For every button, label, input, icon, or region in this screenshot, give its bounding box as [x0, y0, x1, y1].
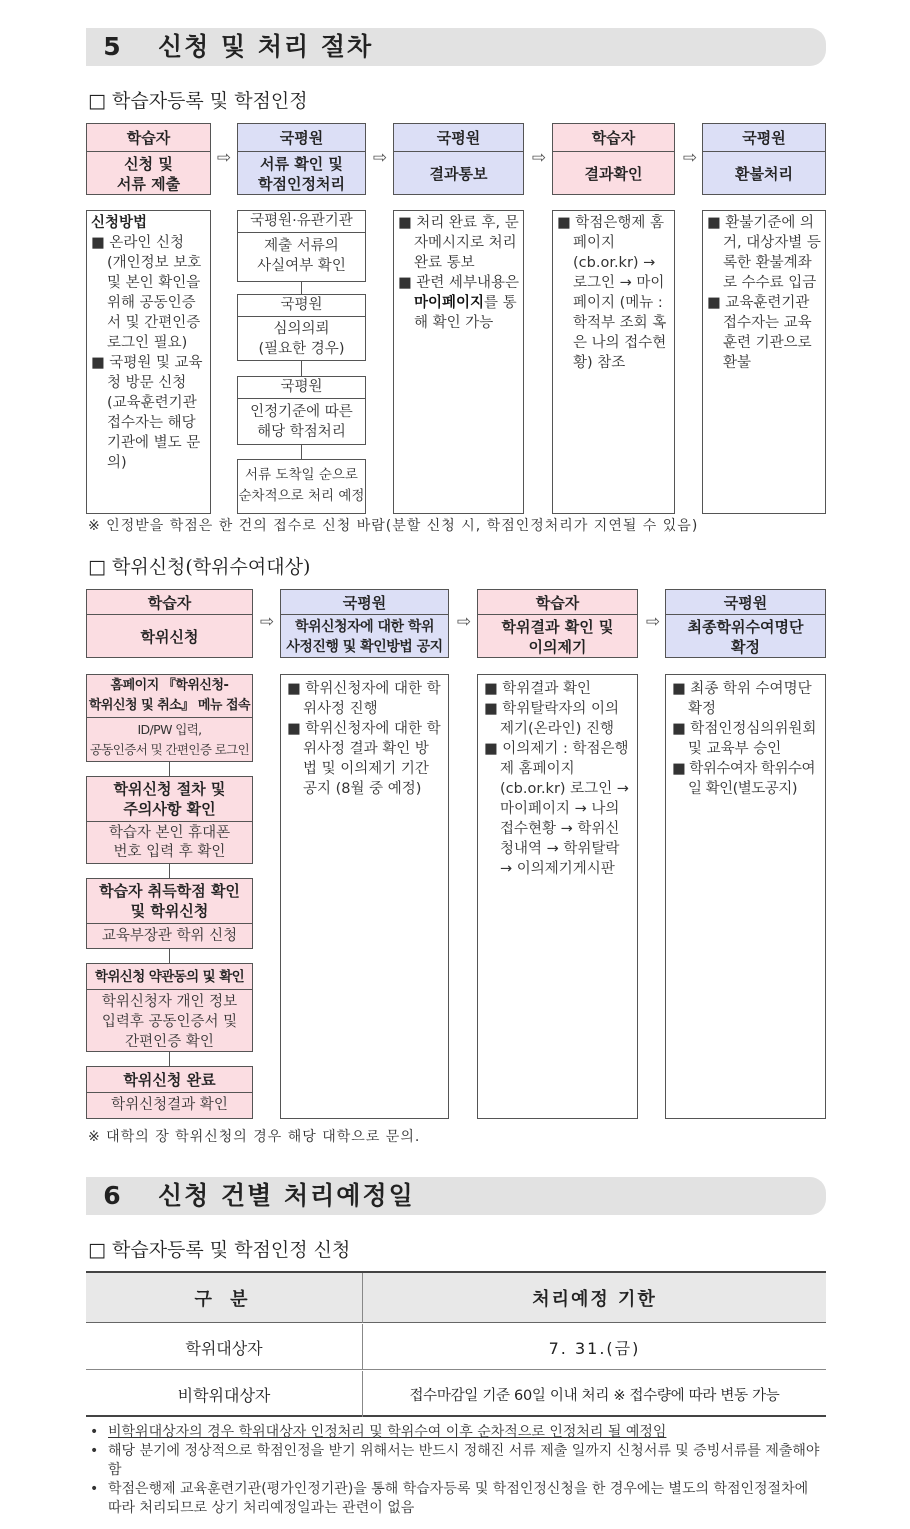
box-head: 국평원·유관기관 [238, 211, 365, 233]
step-actor: 국평원 [703, 124, 825, 152]
flow2-step-4 [665, 589, 826, 658]
mypage-emphasis: 마이페이지 [414, 295, 485, 311]
step-actor: 학습자 [478, 590, 637, 615]
box-body: 학위신청결과 확인 [111, 1097, 228, 1113]
flow1-step-1 [86, 123, 211, 195]
bullet: • [90, 1481, 99, 1497]
flow2-step-3 [477, 589, 638, 658]
section-5-number: 5 [103, 32, 121, 61]
step-task: 학위결과 확인 및 이의제기 [501, 617, 614, 656]
schedule-heading: □ 학습자등록 및 학점인정 신청 [88, 1239, 351, 1261]
list-item: ■ 학위신청자에 대한 학위사정 진행 [287, 681, 441, 717]
list-item: ■ 국평원 및 교육청 방문 신청 (교육훈련기관 접수자는 해당기관에 별도 문의) [91, 355, 203, 471]
step-task: 최종학위수여명단 확정 [687, 617, 804, 656]
box-body: 심의의뢰 (필요한 경우) [258, 321, 345, 357]
flow-arrow: ⇨ [372, 148, 388, 168]
col-header-due: 처리예정 기한 [532, 1289, 657, 1310]
method-title: 신청방법 [91, 215, 148, 231]
flow2-heading: □ 학위신청(학위수여대상) [88, 556, 311, 578]
step-actor: 학습자 [87, 590, 252, 615]
connector [169, 949, 170, 963]
note-text: 해당 분기에 정상적으로 학점인정을 받기 위해서는 반드시 정해진 서류 제출 일까지 신청서류 및 증빙서류를 제출해야 함 [108, 1443, 820, 1478]
bullet: • [90, 1443, 99, 1459]
cell-type: 학위대상자 [86, 1324, 363, 1370]
flow1-col2-box3 [237, 376, 366, 445]
cell-due: 7. 31.(금) [548, 1338, 641, 1358]
flow-arrow: ⇨ [456, 612, 472, 632]
flow2-col1-box2 [86, 776, 253, 864]
flow1-col3-detail [393, 210, 524, 514]
flow2-step-1 [86, 589, 253, 658]
flow1-col1-detail [86, 210, 211, 514]
box-head: 학위신청 약관동의 및 확인 [87, 964, 252, 990]
step-task: 결과통보 [429, 164, 488, 183]
list-item: ■ 처리 완료 후, 문자메시지로 처리완료 통보 [398, 215, 519, 271]
flow1-heading: □ 학습자등록 및 학점인정 [88, 90, 308, 112]
list-item: ■ 학점은행제 홈페이지 (cb.or.kr) → 로그인 → 마이페이지 (메뉴 : 학적부 조회 혹은 나의 접수현황) 참조 [557, 215, 667, 371]
step-task: 학위신청 [140, 627, 199, 646]
step-task: 환불처리 [735, 164, 793, 183]
connector [169, 1052, 170, 1066]
flow-arrow: ⇨ [259, 612, 275, 632]
connector [301, 282, 302, 294]
flow1-col4-detail [552, 210, 675, 514]
flow1-step-3 [393, 123, 524, 195]
list-item: ■ 학점인정심의위원회 및 교육부 승인 [672, 721, 817, 757]
step-actor: 학습자 [87, 124, 210, 152]
flow2-col3-detail [477, 674, 638, 1119]
flow2-col1-box5 [86, 1066, 253, 1119]
flow2-col1-box3 [86, 878, 253, 949]
note-item [90, 1442, 826, 1480]
flow2-step-2 [280, 589, 449, 658]
step-actor: 국평원 [238, 124, 365, 152]
box-head: 학위신청 완료 [87, 1067, 252, 1093]
flow1-col5-detail [702, 210, 826, 514]
connector [169, 864, 170, 878]
connector [301, 361, 302, 376]
flow-arrow: ⇨ [645, 612, 661, 632]
bullet: • [90, 1424, 99, 1440]
flow1-col2-box2 [237, 294, 366, 361]
list-item: ■ 환불기준에 의거, 대상자별 등록한 환불계좌로 수수료 입금 [707, 215, 821, 291]
section-6-title: 신청 건별 처리예정일 [158, 1181, 415, 1210]
box-head: 학습자 취득학점 확인 및 학위신청 [87, 879, 252, 924]
list-item: ■ 학위탈락자의 이의제기(온라인) 진행 [484, 701, 619, 737]
table-row [86, 1324, 826, 1370]
flow1-col2-last: 서류 도착일 순으로 순차적으로 처리 예정 [237, 459, 366, 514]
box-head: 학위신청 절차 및 주의사항 확인 [87, 777, 252, 822]
flow2-col4-detail [665, 674, 826, 1119]
schedule-notes [90, 1423, 826, 1518]
flow1-step-5 [702, 123, 826, 195]
box-body: 교육부장관 학위 신청 [101, 928, 238, 944]
flow2-col2-detail [280, 674, 449, 1119]
note-item [90, 1423, 826, 1442]
list-item: ■ 최종 학위 수여명단 확정 [672, 681, 812, 717]
step-task: 결과확인 [584, 164, 643, 183]
box-head: 국평원 [238, 377, 365, 399]
flow2-col1-box1 [86, 674, 253, 762]
list-item: ■ 학위신청자에 대한 학위사정 결과 확인 방법 및 이의제기 기간 공지 (8월 중 예정) [287, 721, 441, 797]
box-body: 인정기준에 따른 해당 학점처리 [250, 404, 353, 440]
table-header-row [86, 1273, 826, 1323]
section-5-title: 신청 및 처리 절차 [158, 32, 374, 61]
list-item: ■ 온라인 신청 (개인정보 보호 및 본인 확인을 위해 공동인증서 및 간편인증 로그인 필요) [91, 235, 202, 351]
list-item: ■ 이의제기 : 학점은행제 홈페이지(cb.or.kr) 로그인 → 마이페이지 → 나의접수현황 → 학위신청내역 → 학위탈락 → 이의제기게시판 [484, 741, 629, 877]
list-item-tail: 를 통해 확인 가능 [414, 295, 517, 331]
flow1-step-4 [552, 123, 675, 195]
box-body: 학위신청자 개인 정보 입력후 공동인증서 및 간편인증 확인 [101, 994, 238, 1050]
box-head: 홈페이지 『학위신청- 학위신청 및 취소』 메뉴 접속 [87, 675, 252, 718]
list-item: ■ 학위수여자 학위수여일 확인(별도공지) [672, 761, 815, 797]
flow2-col1-box4 [86, 963, 253, 1052]
flow1-step-2 [237, 123, 366, 195]
col-header-type: 구 분 [86, 1273, 363, 1323]
box-body: ID/PW 입력, 공동인증서 및 간편인증 로그인 [89, 722, 250, 757]
cell-due: 접수마감일 기준 60일 이내 처리 ※ 접수량에 따라 변동 가능 [409, 1387, 780, 1404]
cell-type: 비학위대상자 [86, 1371, 363, 1417]
flow-arrow: ⇨ [531, 148, 547, 168]
step-task: 서류 확인 및 학점인정처리 [258, 154, 345, 193]
box-body: 학습자 본인 휴대폰 번호 입력 후 확인 [108, 825, 231, 860]
flow1-col2-box1 [237, 210, 366, 282]
connector [301, 445, 302, 459]
box-head: 국평원 [238, 295, 365, 317]
box-body: 제출 서류의 사실여부 확인 [257, 238, 346, 274]
list-item [398, 273, 519, 333]
step-actor: 학습자 [553, 124, 674, 152]
flow-arrow: ⇨ [682, 148, 698, 168]
table-row [86, 1371, 826, 1417]
note-item [90, 1480, 826, 1518]
flow-arrow: ⇨ [216, 148, 232, 168]
flow2-note: ※ 대학의 장 학위신청의 경우 해당 대학으로 문의. [88, 1129, 421, 1145]
list-item: ■ 교육훈련기관 접수자는 교육훈련 기관으로 환불 [707, 295, 812, 371]
step-actor: 국평원 [666, 590, 825, 615]
schedule-table [86, 1271, 826, 1417]
step-task: 학위신청자에 대한 학위 사정진행 및 확인방법 공지 [286, 618, 443, 655]
section-6-number: 6 [103, 1181, 121, 1210]
step-actor: 국평원 [394, 124, 523, 152]
flow1-note: ※ 인정받을 학점은 한 건의 접수로 신청 바람(분할 신청 시, 학점인정처리가 지연될 수 있음) [88, 518, 699, 534]
step-actor: 국평원 [281, 590, 448, 615]
note-text: 학점은행제 교육훈련기관(평가인정기관)을 통해 학습자등록 및 학점인정신청을 한 경우에는 별도의 학점인정절차에 따라 처리되므로 상기 처리예정일과는 관련이 없음 [108, 1481, 809, 1516]
connector [169, 762, 170, 776]
list-item: ■ 학위결과 확인 [484, 681, 591, 697]
note-text: 비학위대상자의 경우 학위대상자 인정처리 및 학위수여 이후 순차적으로 인정처리 될 예정임 [108, 1424, 667, 1440]
step-task: 신청 및 서류 제출 [116, 154, 181, 193]
list-item-text: ■ 관련 세부내용은 [398, 275, 519, 291]
